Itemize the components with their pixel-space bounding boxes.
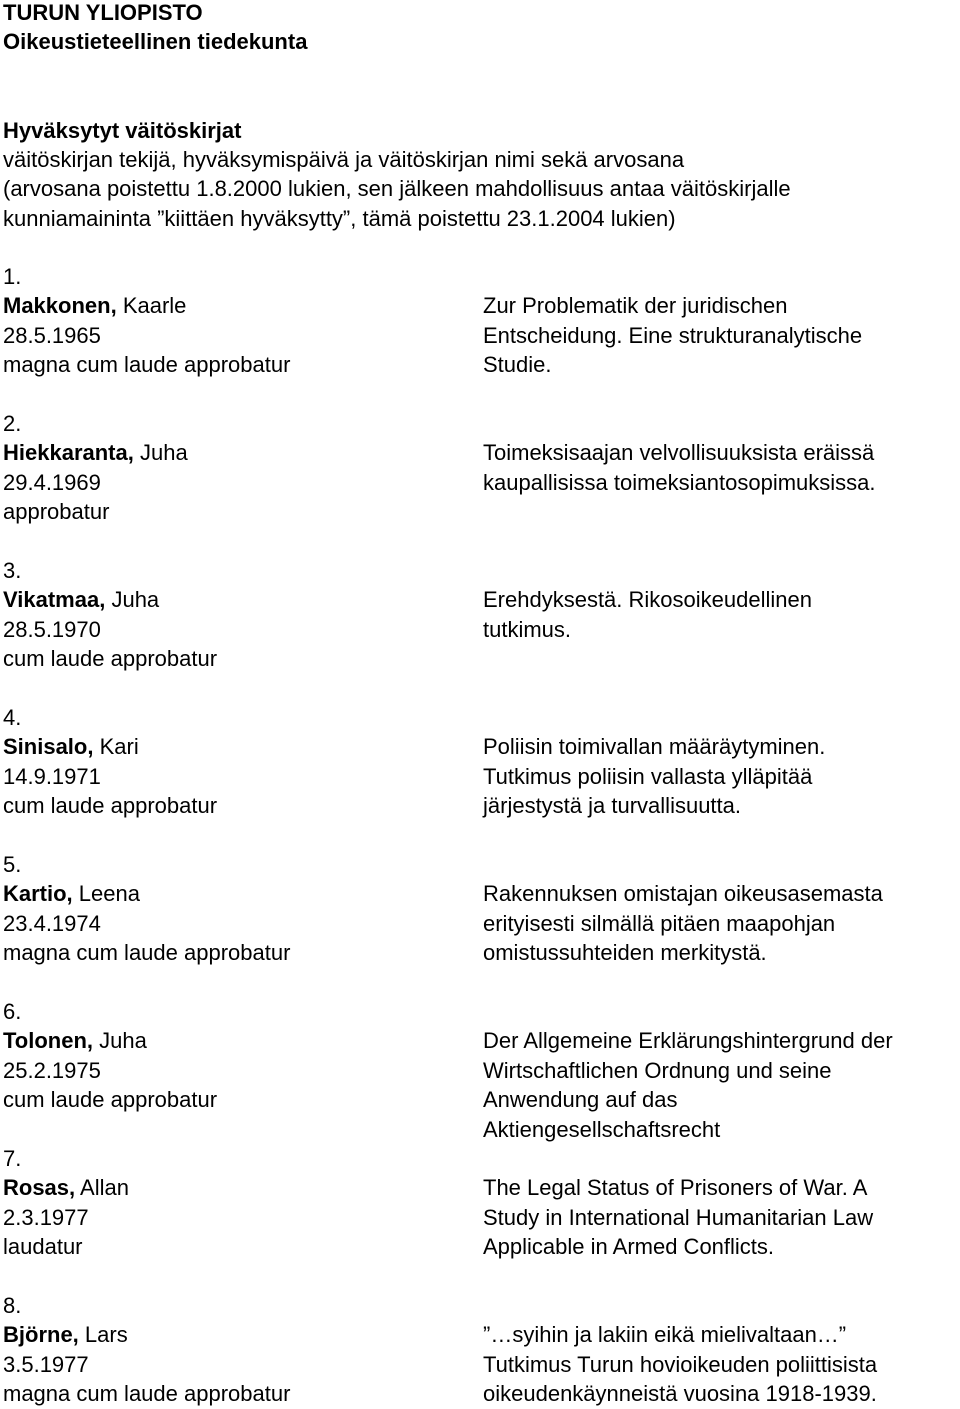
grade: laudatur (3, 1234, 83, 1260)
title-line: omistussuhteiden merkitystä. (483, 940, 767, 966)
author-surname: Hiekkaranta, (3, 440, 134, 466)
dissertation-title (483, 1173, 960, 1261)
author-firstname: Leena (72, 881, 140, 907)
author-name (3, 879, 473, 908)
approval-date: 28.5.1970 (3, 616, 101, 642)
section-title: Hyväksytyt väitöskirjat (3, 118, 242, 143)
author-name (3, 1026, 473, 1055)
entry-details (3, 703, 473, 821)
author-firstname: Juha (133, 440, 188, 466)
title-line: erityisesti silmällä pitäen maapohjan (483, 910, 836, 936)
dissertation-title (483, 1320, 960, 1408)
dissertation-title (483, 879, 960, 967)
title-line: Poliisin toimivallan määräytyminen. (483, 734, 826, 760)
title-line: Aktiengesellschaftsrecht (483, 1116, 721, 1142)
description-line: kunniamaininta ”kiittäen hyväksytty”, tämä poistettu 23.1.2004 lukien) (3, 206, 676, 231)
title-line: Entscheidung. Eine strukturanalytische (483, 322, 863, 348)
title-line: The Legal Status of Prisoners of War. A (483, 1175, 868, 1201)
dissertation-title (483, 1026, 960, 1144)
author-surname: Makkonen, (3, 293, 117, 319)
author-name (3, 438, 473, 467)
grade: magna cum laude approbatur (3, 1381, 291, 1407)
title-line: Studie. (483, 352, 552, 378)
dissertation-title (483, 585, 960, 644)
description-line: (arvosana poistettu 1.8.2000 lukien, sen jälkeen mahdollisuus antaa väitöskirjalle (3, 176, 791, 201)
approval-date: 29.4.1969 (3, 469, 101, 495)
entry-number: 6. (3, 999, 22, 1024)
author-name (3, 1173, 473, 1202)
entry-details (3, 1291, 473, 1409)
entry-details (3, 1144, 473, 1262)
title-line: kaupallisissa toimeksiantosopimuksissa. (483, 469, 876, 495)
title-line: Study in International Humanitarian Law (483, 1204, 874, 1230)
grade: magna cum laude approbatur (3, 940, 291, 966)
author-surname: Björne, (3, 1322, 79, 1348)
entry-number: 1. (3, 264, 22, 289)
entry-number: 8. (3, 1293, 22, 1318)
author-surname: Sinisalo, (3, 734, 94, 760)
entry-details (3, 262, 473, 380)
entry-number: 5. (3, 852, 22, 877)
title-line: tutkimus. (483, 616, 572, 642)
author-firstname: Juha (93, 1028, 147, 1054)
grade: cum laude approbatur (3, 646, 218, 672)
entry-number: 4. (3, 705, 22, 730)
dissertation-title (483, 291, 960, 379)
author-firstname: Kaarle (116, 293, 187, 319)
author-firstname: Lars (78, 1322, 128, 1348)
entry-details (3, 997, 473, 1115)
title-line: ”…syihin ja lakiin eikä mielivaltaan…” (483, 1322, 847, 1348)
entry-details (3, 409, 473, 527)
description-line: väitöskirjan tekijä, hyväksymispäivä ja väitöskirjan nimi sekä arvosana (3, 147, 685, 172)
title-line: Toimeksisaajan velvollisuuksista eräissä (483, 440, 875, 466)
grade: cum laude approbatur (3, 1087, 218, 1113)
title-line: järjestystä ja turvallisuutta. (483, 793, 741, 819)
title-line: Applicable in Armed Conflicts. (483, 1234, 775, 1260)
approval-date: 2.3.1977 (3, 1204, 89, 1230)
grade: cum laude approbatur (3, 793, 218, 819)
author-surname: Tolonen, (3, 1028, 94, 1054)
approval-date: 14.9.1971 (3, 763, 101, 789)
entry-number: 3. (3, 558, 22, 583)
title-line: Tutkimus Turun hovioikeuden poliittisista (483, 1351, 878, 1377)
author-firstname: Juha (105, 587, 160, 613)
author-name (3, 291, 473, 320)
title-line: oikeudenkäynneistä vuosina 1918-1939. (483, 1381, 877, 1407)
author-name (3, 732, 473, 761)
title-line: Tutkimus poliisin vallasta ylläpitää (483, 763, 813, 789)
title-line: Zur Problematik der juridischen (483, 293, 788, 319)
grade: magna cum laude approbatur (3, 352, 291, 378)
approval-date: 23.4.1974 (3, 910, 101, 936)
title-line: Erehdyksestä. Rikosoikeudellinen (483, 587, 812, 613)
approval-date: 25.2.1975 (3, 1057, 101, 1083)
author-surname: Kartio, (3, 881, 73, 907)
title-line: Anwendung auf das (483, 1087, 678, 1113)
entry-details (3, 556, 473, 674)
title-line: Rakennuksen omistajan oikeusasemasta (483, 881, 883, 907)
university-name: TURUN YLIOPISTO (3, 0, 203, 25)
entry-details (3, 850, 473, 968)
approval-date: 3.5.1977 (3, 1351, 89, 1377)
author-name (3, 585, 473, 614)
author-name (3, 1320, 473, 1349)
approval-date: 28.5.1965 (3, 322, 101, 348)
entry-number: 2. (3, 411, 22, 436)
author-firstname: Kari (93, 734, 139, 760)
dissertation-title (483, 732, 960, 820)
title-line: Der Allgemeine Erklärungshintergrund der (483, 1028, 893, 1054)
faculty-name: Oikeustieteellinen tiedekunta (3, 29, 308, 54)
author-surname: Rosas, (3, 1175, 76, 1201)
dissertation-title (483, 438, 960, 497)
author-firstname: Allan (75, 1175, 129, 1201)
grade: approbatur (3, 499, 110, 525)
entry-number: 7. (3, 1146, 22, 1171)
title-line: Wirtschaftlichen Ordnung und seine (483, 1057, 832, 1083)
author-surname: Vikatmaa, (3, 587, 106, 613)
